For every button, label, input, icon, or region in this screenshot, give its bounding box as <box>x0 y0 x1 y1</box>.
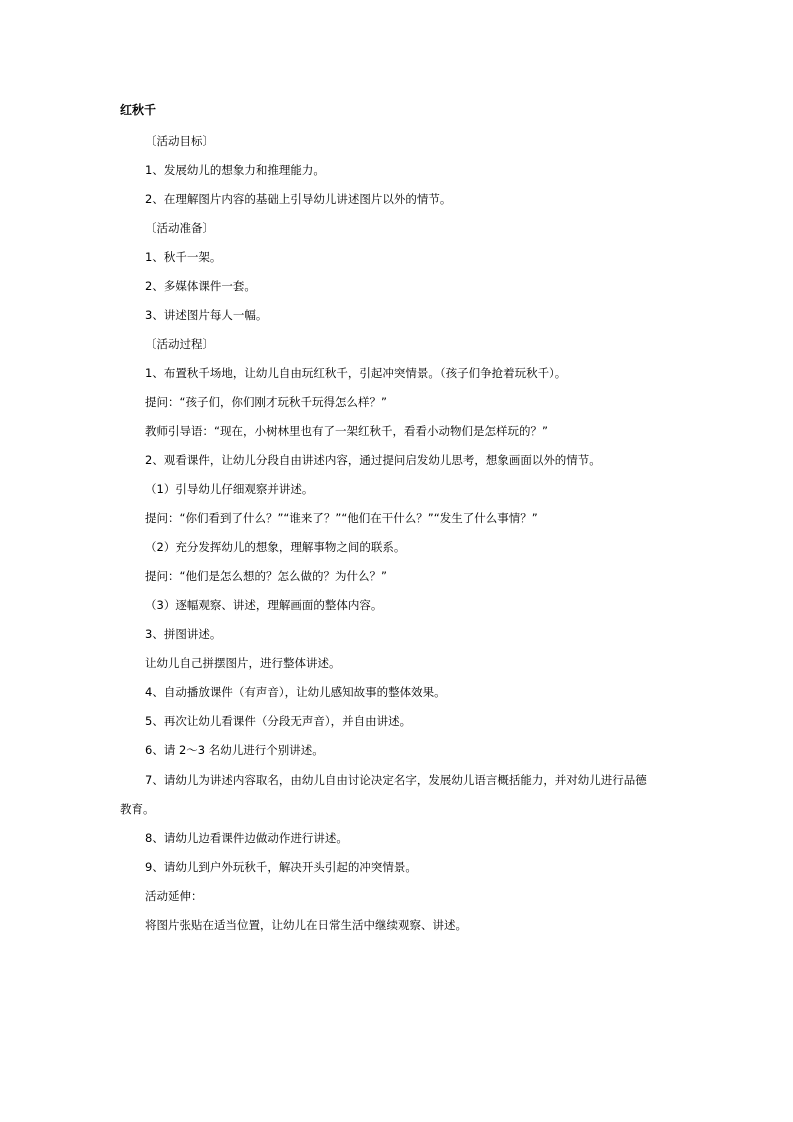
paragraph: 5、再次让幼儿看课件（分段无声音），并自由讲述。 <box>145 714 412 728</box>
paragraph: （3）逐幅观察、讲述，理解画面的整体内容。 <box>145 598 383 612</box>
paragraph: 1、秋千一架。 <box>145 250 222 264</box>
section-heading-preparation: 〔活动准备〕 <box>145 221 214 235</box>
paragraph: 3、拼图讲述。 <box>145 627 222 641</box>
paragraph: 2、多媒体课件一套。 <box>145 279 256 293</box>
section-heading-extension: 活动延伸： <box>145 889 203 903</box>
paragraph: 教师引导语：“现在，小树林里也有了一架红秋千，看看小动物们是怎样玩的？” <box>145 424 548 438</box>
paragraph: 2、在理解图片内容的基础上引导幼儿讲述图片以外的情节。 <box>145 192 452 206</box>
paragraph: 提问：“孩子们，你们刚才玩秋千玩得怎么样？” <box>145 395 387 409</box>
paragraph: 9、请幼儿到户外玩秋千，解决开头引起的冲突情景。 <box>145 860 417 874</box>
paragraph: 将图片张贴在适当位置，让幼儿在日常生活中继续观察、讲述。 <box>145 918 467 932</box>
paragraph: 1、布置秋千场地，让幼儿自由玩红秋千，引起冲突情景。（孩子们争抢着玩秋千）。 <box>145 366 567 380</box>
paragraph: 让幼儿自己拼摆图片，进行整体讲述。 <box>145 656 341 670</box>
paragraph: 提问：“你们看到了什么？”“谁来了？”“他们在干什么？”“发生了什么事情？” <box>145 511 538 525</box>
paragraph: 3、讲述图片每人一幅。 <box>145 308 268 322</box>
paragraph: （1）引导幼儿仔细观察并讲述。 <box>145 482 314 496</box>
paragraph: 1、发展幼儿的想象力和推理能力。 <box>145 163 325 177</box>
paragraph: （2）充分发挥幼儿的想象，理解事物之间的联系。 <box>145 540 406 554</box>
paragraph: 2、观看课件，让幼儿分段自由讲述内容，通过提问启发幼儿思考，想象画面以外的情节。 <box>145 453 601 467</box>
section-heading-goals: 〔活动目标〕 <box>145 134 214 148</box>
paragraph: 4、自动播放课件（有声音），让幼儿感知故事的整体效果。 <box>145 685 446 699</box>
paragraph: 提问：“他们是怎么想的？怎么做的？为什么？” <box>145 569 387 583</box>
document-title: 红秋千 <box>120 103 157 117</box>
paragraph: 7、请幼儿为讲述内容取名，由幼儿自由讨论决定名字，发展幼儿语言概括能力，并对幼儿进行品德教育。 <box>120 773 647 816</box>
paragraph: 6、请 2～3 名幼儿进行个别讲述。 <box>145 743 324 757</box>
section-heading-process: 〔活动过程〕 <box>145 337 214 351</box>
paragraph: 8、请幼儿边看课件边做动作进行讲述。 <box>145 831 348 845</box>
